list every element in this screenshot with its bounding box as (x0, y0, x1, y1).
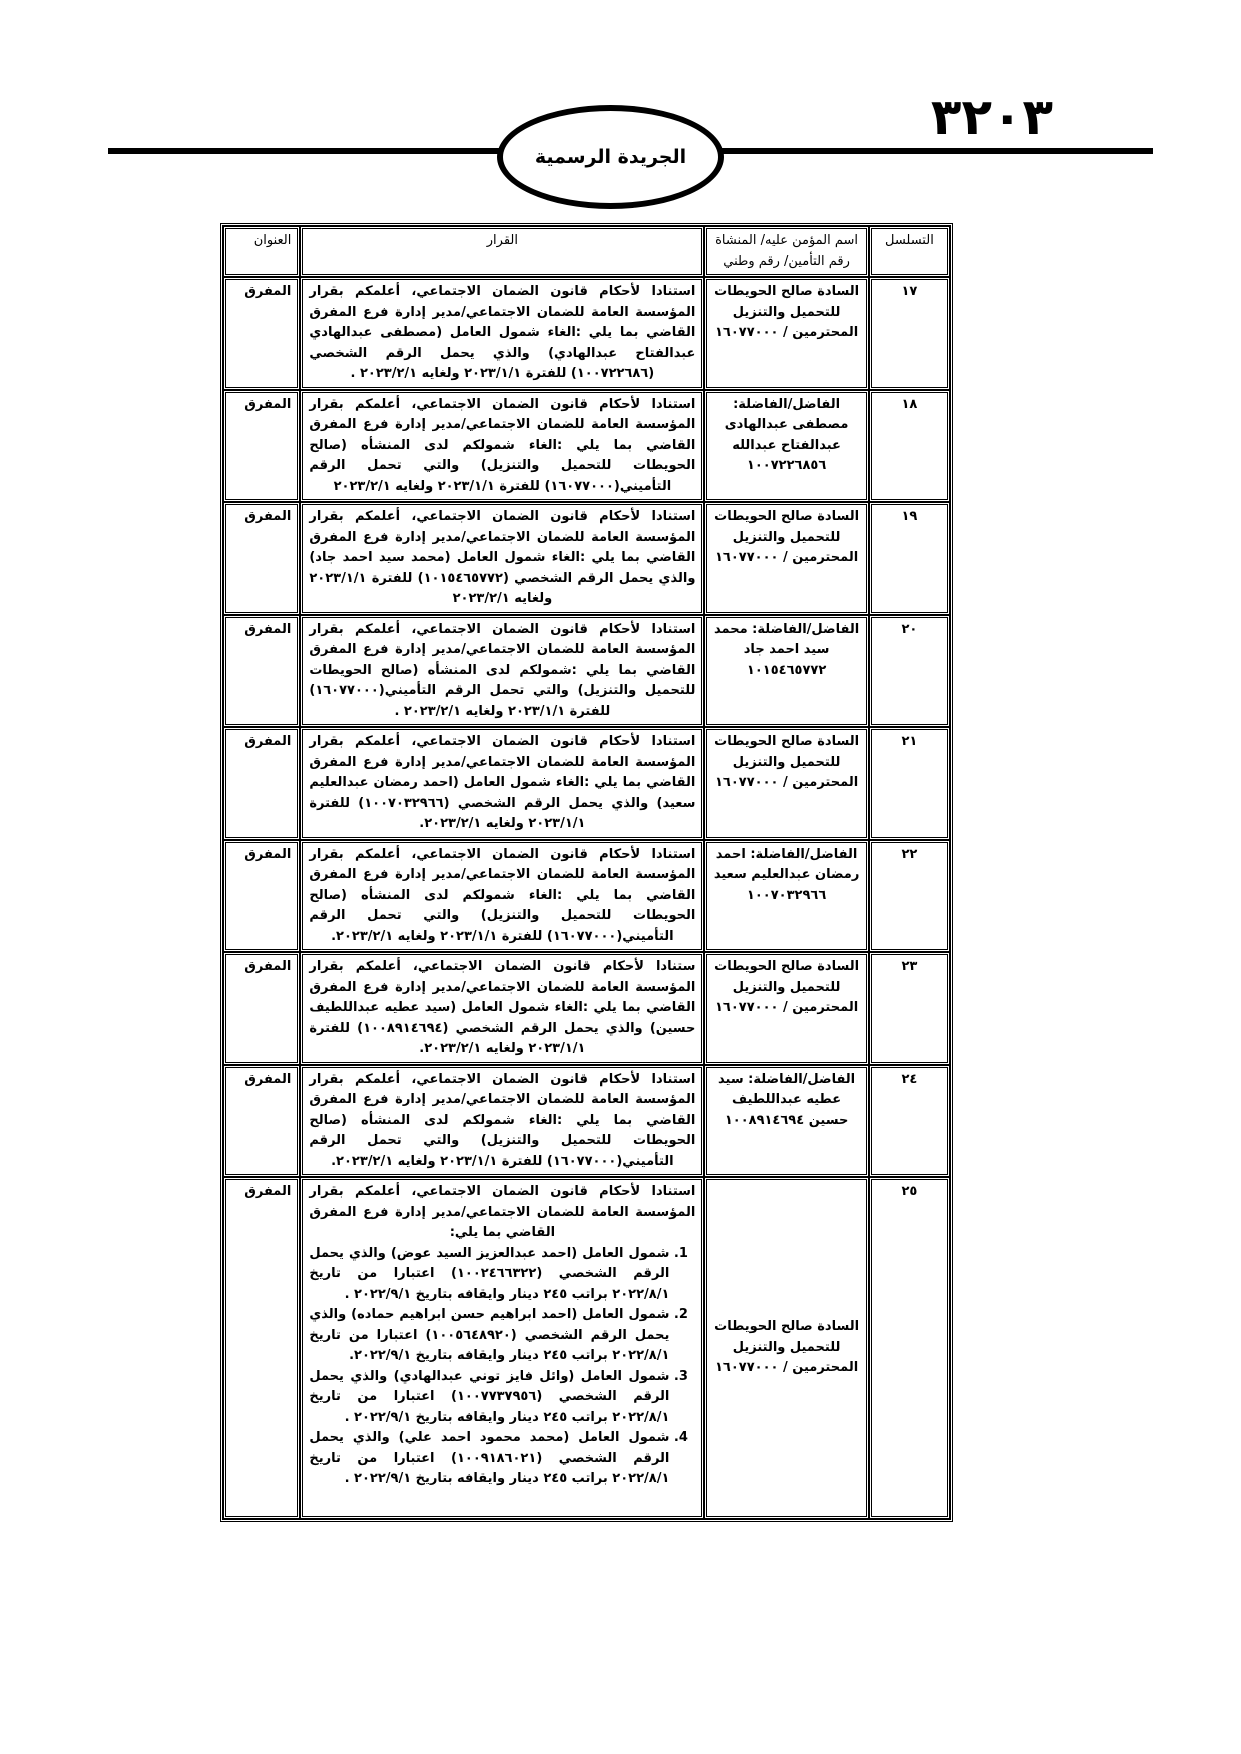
address-cell: المفرق (223, 502, 300, 615)
serial-cell: ٢٥ (869, 1177, 950, 1519)
serial-cell: ٢٠ (869, 615, 950, 728)
serial-cell: ٢١ (869, 727, 950, 840)
name-cell: الفاضل/الفاضلة: سيد عطيه عبداللطيف حسين ١٠٠٨٩١٤٦٩٤ (704, 1065, 868, 1178)
table-header-row (223, 226, 950, 277)
decision-cell: استنادا لأحكام قانون الضمان الاجتماعي، أعلمكم بقرار المؤسسة العامة للضمان الاجتماعي/مدير إدارة فرع المفرق القاضي بما يلي :الغاء شمولكم لدى المنشأه (صالح الحويطات للتحميل والتنزيل) والتي تحمل الرقم التأميني(١٦٠٧٧٠٠٠) للفترة ٢٠٢٣/١/١ ولغايه ٢٠٢٣/٢/١ (300, 390, 704, 503)
table-row (223, 952, 950, 1065)
address-cell: المفرق (223, 840, 300, 953)
name-cell: السادة صالح الحويطات للتحميل والتنزيل المحترمين / ١٦٠٧٧٠٠٠ (704, 502, 868, 615)
gazette-title-badge (497, 105, 724, 209)
name-cell: السادة صالح الحويطات للتحميل والتنزيل المحترمين / ١٦٠٧٧٠٠٠ (704, 727, 868, 840)
address-cell: المفرق (223, 277, 300, 390)
name-cell: الفاضل/الفاضلة: محمد سيد احمد جاد ١٠١٥٤٦٥٧٧٢ (704, 615, 868, 728)
name-cell: الفاضل/الفاضلة: مصطفى عبدالهادى عبدالفتاح عبدالله ١٠٠٧٢٢٦٨٥٦ (704, 390, 868, 503)
address-cell: المفرق (223, 952, 300, 1065)
list-item: 1. شمول العامل (احمد عبدالعزيز السيد عوض) والذي يحمل الرقم الشخصي (١٠٠٢٤٦٦٣٢٢) اعتبارا من تاريخ ٢٠٢٢/٨/١ براتب ٢٤٥ دينار وايقافه بتاريخ ٢٠٢٢/٩/١ . (309, 1244, 669, 1306)
list-item: 2. شمول العامل (احمد ابراهيم حسن ابراهيم حماده) والذي يحمل الرقم الشخصي (١٠٠٥٦٤٨٩٢٠) اعتبارا من تاريخ ٢٠٢٢/٨/١ براتب ٢٤٥ دينار وايقافه بتاريخ ٢٠٢٢/٩/١. (309, 1305, 669, 1367)
list-item: 3. شمول العامل (وائل فايز توني عبدالهادي) والذي يحمل الرقم الشخصي (١٠٠٧٧٣٧٩٥٦) اعتبارا من تاريخ ٢٠٢٢/٨/١ براتب ٢٤٥ دينار وايقافه بتاريخ ٢٠٢٢/٩/١ . (309, 1367, 669, 1429)
address-cell: المفرق (223, 390, 300, 503)
decision-cell: استنادا لأحكام قانون الضمان الاجتماعي، أعلمكم بقرار المؤسسة العامة للضمان الاجتماعي/مدير إدارة فرع المفرق القاضي بما يلي :الغاء شمول العامل (احمد رمضان عبدالعليم سعيد) والذي يحمل الرقم الشخصي (١٠٠٧٠٣٢٩٦٦) للفترة ٢٠٢٣/١/١ ولغايه ٢٠٢٣/٢/١. (300, 727, 704, 840)
address-cell: المفرق (223, 727, 300, 840)
page-number: ٣٢٠٣ (930, 88, 1053, 146)
serial-cell: ١٩ (869, 502, 950, 615)
gazette-title: الجريدة الرسمية (534, 146, 687, 168)
name-cell: الفاضل/الفاضلة: احمد رمضان عبدالعليم سعيد ١٠٠٧٠٣٢٩٦٦ (704, 840, 868, 953)
col-name: اسم المؤمن عليه/ المنشاة رقم التأمين/ رقم وطني (704, 226, 868, 277)
name-cell: السادة صالح الحويطات للتحميل والتنزيل المحترمين / ١٦٠٧٧٠٠٠ (704, 277, 868, 390)
table-row (223, 1177, 950, 1519)
address-cell: المفرق (223, 1177, 300, 1519)
table-row (223, 277, 950, 390)
serial-cell: ٢٢ (869, 840, 950, 953)
serial-cell: ٢٣ (869, 952, 950, 1065)
decision-intro: استنادا لأحكام قانون الضمان الاجتماعي، أعلمكم بقرار المؤسسة العامة للضمان الاجتماعي/مدير إدارة فرع المفرق القاضي بما يلي: (309, 1184, 696, 1240)
decision-cell: ستنادا لأحكام قانون الضمان الاجتماعي، أعلمكم بقرار المؤسسة العامة للضمان الاجتماعي/مدير إدارة فرع المفرق القاضي بما يلي :الغاء شمول العامل (سيد عطيه عبداللطيف حسين) والذي يحمل الرقم الشخصي (١٠٠٨٩١٤٦٩٤) للفترة ٢٠٢٣/١/١ ولغايه ٢٠٢٣/٢/١. (300, 952, 704, 1065)
table-row (223, 615, 950, 728)
decision-cell: استنادا لأحكام قانون الضمان الاجتماعي، أعلمكم بقرار المؤسسة العامة للضمان الاجتماعي/مدير إدارة فرع المفرق القاضي بما يلي :شمولكم لدى المنشأه (صالح الحويطات للتحميل والتنزيل) والتي تحمل الرقم التأميني(١٦٠٧٧٠٠٠) للفترة ٢٠٢٣/١/١ ولغايه ٢٠٢٣/٢/١ . (300, 615, 704, 728)
address-cell: المفرق (223, 615, 300, 728)
table-row (223, 840, 950, 953)
name-cell: السادة صالح الحويطات للتحميل والتنزيل المحترمين / ١٦٠٧٧٠٠٠ (704, 952, 868, 1065)
col-decision: القرار (300, 226, 704, 277)
decision-list (309, 1244, 695, 1490)
decision-cell: استنادا لأحكام قانون الضمان الاجتماعي، أعلمكم بقرار المؤسسة العامة للضمان الاجتماعي/مدير إدارة فرع المفرق القاضي بما يلي :الغاء شمولكم لدى المنشأه (صالح الحويطات للتحميل والتنزيل) والتي تحمل الرقم التأميني(١٦٠٧٧٠٠٠) للفترة ٢٠٢٣/١/١ ولغايه ٢٠٢٣/٢/١. (300, 840, 704, 953)
table-body (223, 277, 950, 1519)
decision-cell: استنادا لأحكام قانون الضمان الاجتماعي، أعلمكم بقرار المؤسسة العامة للضمان الاجتماعي/مدير إدارة فرع المفرق القاضي بما يلي :الغاء شمول العامل (محمد سيد احمد جاد) والذي يحمل الرقم الشخصي (١٠١٥٤٦٥٧٧٢) للفترة ٢٠٢٣/١/١ ولغايه ٢٠٢٣/٢/١ (300, 502, 704, 615)
col-address: العنوان (223, 226, 300, 277)
decision-cell: استنادا لأحكام قانون الضمان الاجتماعي، أعلمكم بقرار المؤسسة العامة للضمان الاجتماعي/مدير إدارة فرع المفرق القاضي بما يلي :الغاء شمولكم لدى المنشأه (صالح الحويطات للتحميل والتنزيل) والتي تحمل الرقم التأميني(١٦٠٧٧٠٠٠) للفترة ٢٠٢٣/١/١ ولغايه ٢٠٢٣/٢/١. (300, 1065, 704, 1178)
col-serial: التسلسل (869, 226, 950, 277)
address-cell: المفرق (223, 1065, 300, 1178)
list-item: 4. شمول العامل (محمد محمود احمد علي) والذي يحمل الرقم الشخصي (١٠٠٩١٨٦٠٢١) اعتبارا من تاريخ ٢٠٢٢/٨/١ براتب ٢٤٥ دينار وايقافه بتاريخ ٢٠٢٢/٩/١ . (309, 1428, 669, 1490)
serial-cell: ٢٤ (869, 1065, 950, 1178)
table-row (223, 1065, 950, 1178)
decisions-table (220, 223, 953, 1522)
serial-cell: ١٨ (869, 390, 950, 503)
table-row (223, 502, 950, 615)
decision-cell: استنادا لأحكام قانون الضمان الاجتماعي، أعلمكم بقرار المؤسسة العامة للضمان الاجتماعي/مدير إدارة فرع المفرق القاضي بما يلي :الغاء شمول العامل (مصطفى عبدالهادي عبدالفتاح عبدالهادي) والذي يحمل الرقم الشخصي (١٠٠٧٢٢٦٨٦) للفترة ٢٠٢٣/١/١ ولغايه ٢٠٢٣/٢/١ . (300, 277, 704, 390)
table-row (223, 727, 950, 840)
table-row (223, 390, 950, 503)
decision-cell (300, 1177, 704, 1519)
serial-cell: ١٧ (869, 277, 950, 390)
name-cell: السادة صالح الحويطات للتحميل والتنزيل المحترمين / ١٦٠٧٧٠٠٠ (704, 1177, 868, 1519)
